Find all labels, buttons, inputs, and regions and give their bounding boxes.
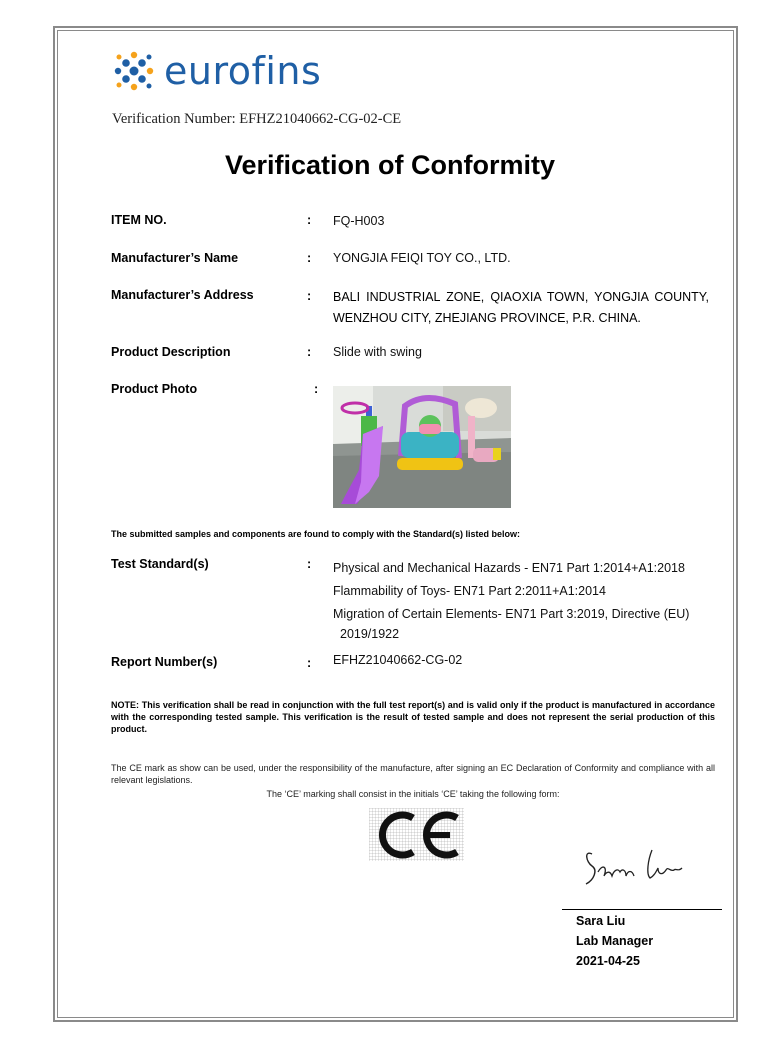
colon: : xyxy=(307,557,312,571)
handwritten-signature xyxy=(582,842,692,888)
test-standard-item: Flammability of Toys- EN71 Part 2:2011+A1:2014 xyxy=(333,584,606,598)
item-no-label: ITEM NO. xyxy=(111,213,167,227)
signatory-title: Lab Manager xyxy=(576,934,654,948)
item-no-value: FQ-H003 xyxy=(333,214,385,228)
report-number-label: Report Number(s) xyxy=(111,655,218,669)
report-number-value: EFHZ21040662-CG-02 xyxy=(333,653,463,667)
verification-number-label: Verification Number: xyxy=(112,111,236,127)
product-description-label: Product Description xyxy=(111,345,231,359)
manufacturer-name-label: Manufacturer’s Name xyxy=(111,251,239,265)
manufacturer-address-value: BALI INDUSTRIAL ZONE, QIAOXIA TOWN, YONGJIA COUNTY, WENZHOU CITY, ZHEJIANG PROVINCE, P.R. CHINA. xyxy=(333,290,709,325)
test-standard-item: Physical and Mechanical Hazards - EN71 Part 1:2014+A1:2018 xyxy=(333,561,685,575)
signatory-name: Sara Liu xyxy=(576,914,626,928)
colon: : xyxy=(307,251,312,265)
verification-number-line xyxy=(112,111,401,128)
manufacturer-address-label: Manufacturer’s Address xyxy=(111,288,254,302)
test-standard-item: Migration of Certain Elements- EN71 Part 3:2019, Directive (EU) xyxy=(333,607,690,621)
colon: : xyxy=(307,289,312,303)
colon: : xyxy=(307,345,312,359)
test-standard-item: 2019/1922 xyxy=(340,627,400,641)
ce-statement: The CE mark as show can be used, under the responsibility of the manufacture, after signing an EC Declaration of Conformity and compliance with all relevant legislations. xyxy=(111,763,715,785)
product-photo-label: Product Photo xyxy=(111,382,198,396)
test-standards-label: Test Standard(s) xyxy=(111,557,209,571)
colon: : xyxy=(314,382,319,396)
colon: : xyxy=(307,656,312,670)
ce-form-statement: The ‘CE’ marking shall consist in the initials ‘CE’ taking the following form: xyxy=(266,789,560,799)
ce-mark-icon xyxy=(369,808,464,861)
logo-wordmark: eurofins xyxy=(164,49,322,93)
eurofins-molecule-icon xyxy=(112,49,156,93)
document-title: Verification of Conformity xyxy=(224,150,556,180)
compliance-statement: The submitted samples and components are found to comply with the Standard(s) listed below: xyxy=(111,529,521,539)
note-paragraph: NOTE: This verification shall be read in conjunction with the full test report(s) and is valid only if the product is manufactured in accordance with the corresponding tested sample. This verification is the result of tested sample and does not represent the serial production of this product. xyxy=(111,700,715,734)
verification-number: EFHZ21040662-CG-02-CE xyxy=(239,111,402,127)
product-photo xyxy=(333,386,511,508)
signatory-date: 2021-04-25 xyxy=(576,954,640,968)
product-description-value: Slide with swing xyxy=(333,345,422,359)
eurofins-logo xyxy=(112,48,321,94)
manufacturer-name-value: YONGJIA FEIQI TOY CO., LTD. xyxy=(333,251,511,265)
signature-line xyxy=(562,909,722,910)
colon: : xyxy=(307,213,312,227)
